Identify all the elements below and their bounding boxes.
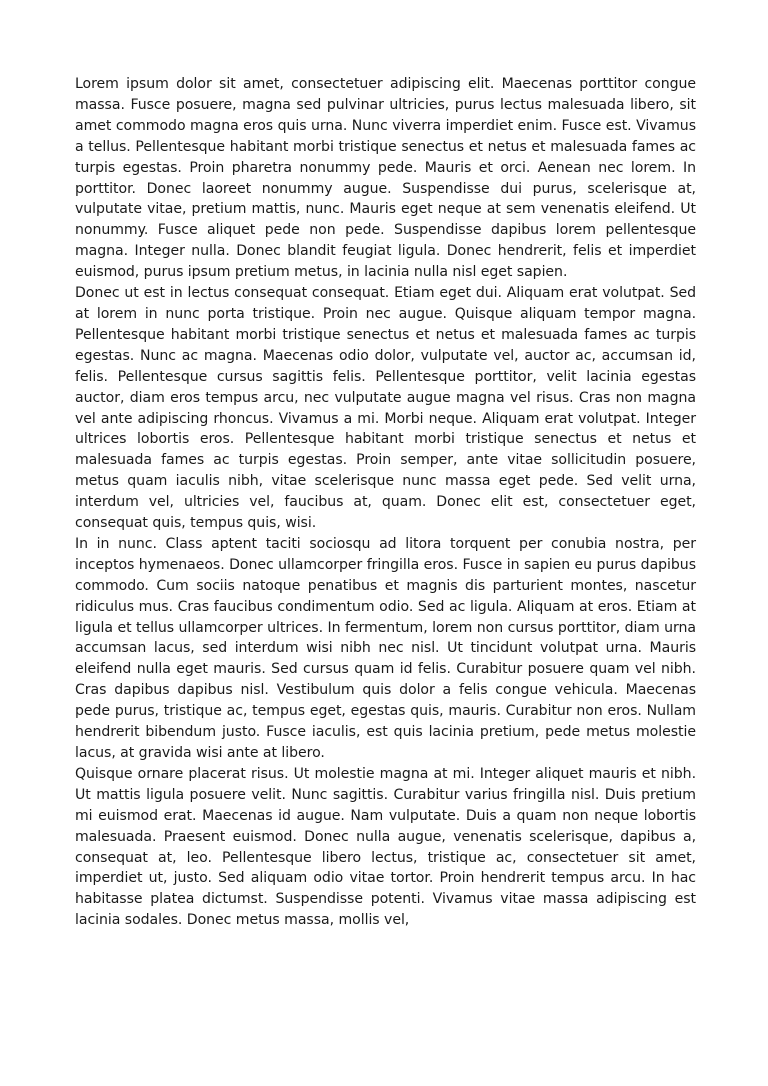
paragraph-2: Donec ut est in lectus consequat consequat. Etiam eget dui. Aliquam erat volutpat. Sed at lorem in nunc porta tristique. Proin nec augue. Quisque aliquam tempor magna. Pellentesque habitant morbi tristique senectus et netus et malesuada fames ac turpis egestas. Nunc ac magna. Maecenas odio dolor, vulputate vel, auctor ac, accumsan id, felis. Pellentesque cursus sagittis felis. Pellentesque porttitor, velit lacinia egestas auctor, diam eros tempus arcu, nec vulputate augue magna vel risus. Cras non magna vel ante adipiscing rhoncus. Vivamus a mi. Morbi neque. Aliquam erat volutpat. Integer ultrices lobortis eros. Pellentesque habitant morbi tristique senectus et netus et malesuada fames ac turpis egestas. Proin semper, ante vitae sollicitudin posuere, metus quam iaculis nibh, vitae scelerisque nunc massa eget pede. Sed velit urna, interdum vel, ultricies vel, faucibus at, quam. Donec elit est, consectetuer eget, consequat quis, tempus quis, wisi.	[75, 285, 696, 532]
paragraph-1: Lorem ipsum dolor sit amet, consectetuer adipiscing elit. Maecenas porttitor congue massa. Fusce posuere, magna sed pulvinar ultricies, purus lectus malesuada libero, sit amet commodo magna eros quis urna. Nunc viverra imperdiet enim. Fusce est. Vivamus a tellus. Pellentesque habitant morbi tristique senectus et netus et malesuada fames ac turpis egestas. Proin pharetra nonummy pede. Mauris et orci. Aenean nec lorem. In porttitor. Donec laoreet nonummy augue. Suspendisse dui purus, scelerisque at, vulputate vitae, pretium mattis, nunc. Mauris eget neque at sem venenatis eleifend. Ut nonummy. Fusce aliquet pede non pede. Suspendisse dapibus lorem pellentesque magna. Integer nulla. Donec blandit feugiat ligula. Donec hendrerit, felis et imperdiet euismod, purus ipsum pretium metus, in lacinia nulla nisl eget sapien.	[75, 76, 696, 281]
body-text	[75, 74, 696, 931]
paragraph-3: In in nunc. Class aptent taciti sociosqu ad litora torquent per conubia nostra, per inceptos hymenaeos. Donec ullamcorper fringilla eros. Fusce in sapien eu purus dapibus commodo. Cum sociis natoque penatibus et magnis dis parturient montes, nascetur ridiculus mus. Cras faucibus condimentum odio. Sed ac ligula. Aliquam at eros. Etiam at ligula et tellus ullamcorper ultrices. In fermentum, lorem non cursus porttitor, diam urna accumsan lacus, sed interdum wisi nibh nec nisl. Ut tincidunt volutpat urna. Mauris eleifend nulla eget mauris. Sed cursus quam id felis. Curabitur posuere quam vel nibh. Cras dapibus dapibus nisl. Vestibulum quis dolor a felis congue vehicula. Maecenas pede purus, tristique ac, tempus eget, egestas quis, mauris. Curabitur non eros. Nullam hendrerit bibendum justo. Fusce iaculis, est quis lacinia pretium, pede metus molestie lacus, at gravida wisi ante at libero.	[75, 535, 696, 761]
paragraph-4: Quisque ornare placerat risus. Ut molestie magna at mi. Integer aliquet mauris et nibh. Ut mattis ligula posuere velit. Nunc sagittis. Curabitur varius fringilla nisl. Duis pretium mi euismod erat. Maecenas id augue. Nam vulputate. Duis a quam non neque lobortis malesuada. Praesent euismod. Donec nulla augue, venenatis scelerisque, dapibus a, consequat at, leo. Pellentesque libero lectus, tristique ac, consectetuer sit amet, imperdiet ut, justo. Sed aliquam odio vitae tortor. Proin hendrerit tempus arcu. In hac habitasse platea dictumst. Suspendisse potenti. Vivamus vitae massa adipiscing est lacinia sodales. Donec metus massa, mollis vel,	[75, 765, 696, 929]
